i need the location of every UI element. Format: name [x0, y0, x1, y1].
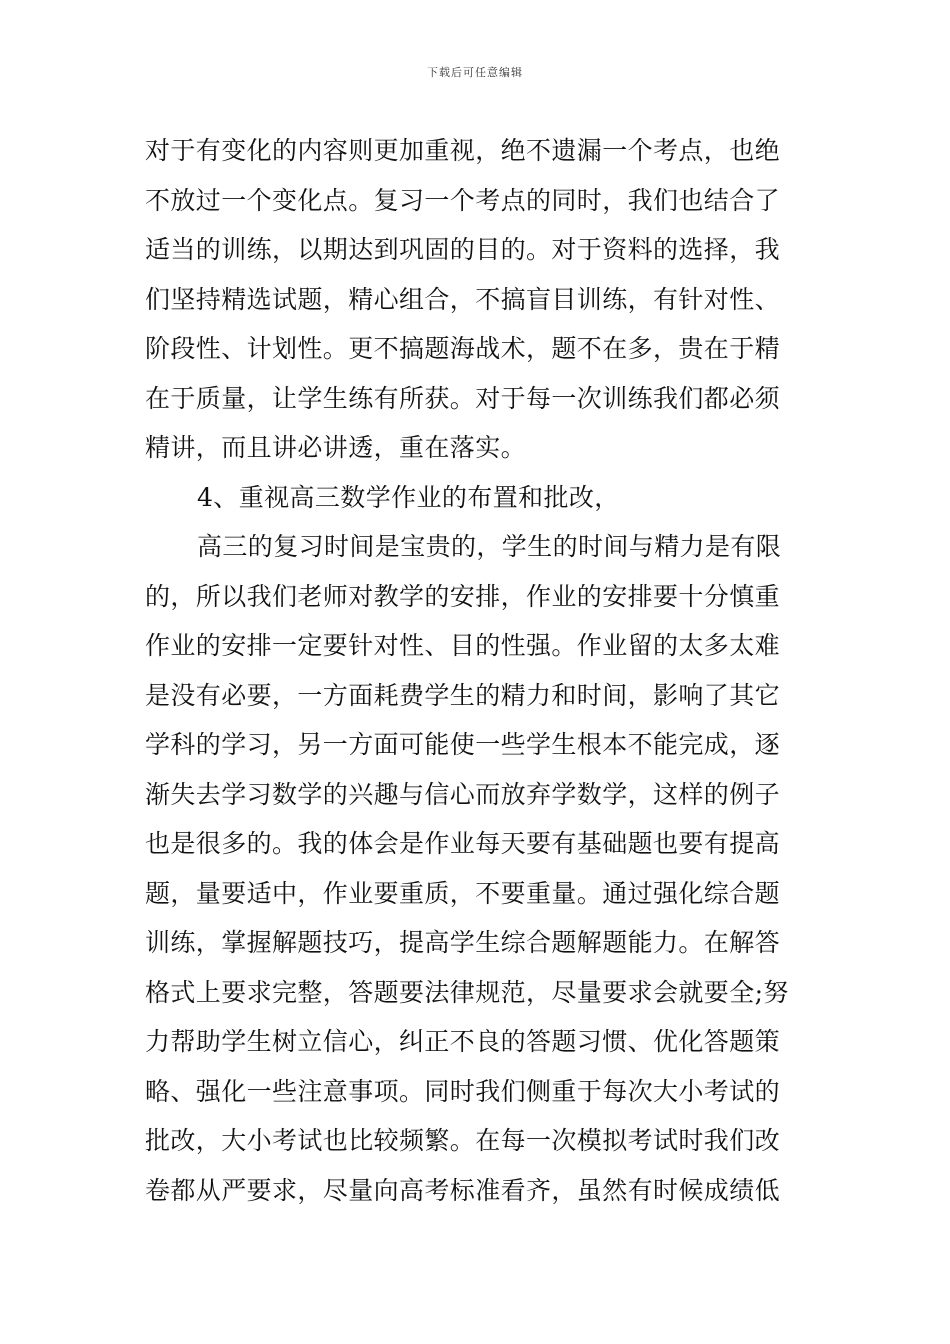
section-heading: 4、重视高三数学作业的布置和批改，: [197, 482, 620, 512]
text-line: 略、强化一些注意事项。同时我们侧重于每次大小考试的: [145, 1076, 781, 1106]
text-line: 渐失去学习数学的兴趣与信心而放弃学数学，这样的例子: [145, 779, 781, 809]
text-line: 是没有必要，一方面耗费学生的精力和时间，影响了其它: [145, 680, 781, 710]
body-text: [145, 126, 810, 1215]
text-line: 们坚持精选试题，精心组合，不搞盲目训练，有针对性、: [145, 284, 781, 314]
text-line: 对于有变化的内容则更加重视，绝不遗漏一个考点，也绝: [145, 136, 781, 165]
text-line: 的，所以我们老师对教学的安排，作业的安排要十分慎重: [145, 581, 781, 611]
text-line: 不放过一个变化点。复习一个考点的同时，我们也结合了: [145, 185, 781, 215]
text-line: 卷都从严要求，尽量向高考标准看齐，虽然有时候成绩低: [145, 1175, 781, 1205]
text-line: 在于质量，让学生练有所获。对于每一次训练我们都必须: [145, 383, 781, 413]
text-line: 训练，掌握解题技巧，提高学生综合题解题能力。在解答: [145, 928, 781, 957]
text-line: 精讲，而且讲必讲透，重在落实。: [145, 433, 527, 462]
text-line: 力帮助学生树立信心，纠正不良的答题习惯、优化答题策: [145, 1027, 781, 1056]
text-line: 也是很多的。我的体会是作业每天要有基础题也要有提高: [145, 829, 781, 858]
page-header: 下载后可任意编辑: [427, 66, 523, 79]
text-line: 题，量要适中，作业要重质，不要重量。通过强化综合题: [145, 878, 781, 908]
text-line: 作业的安排一定要针对性、目的性强。作业留的太多太难: [145, 631, 781, 660]
text-line: 格式上要求完整，答题要法律规范，尽量要求会就要全;努: [145, 977, 789, 1007]
text-line: 阶段性、计划性。更不搞题海战术，题不在多，贵在于精: [145, 334, 781, 363]
text-line: 适当的训练，以期达到巩固的目的。对于资料的选择，我: [145, 235, 781, 264]
text-line: 学科的学习，另一方面可能使一些学生根本不能完成，逐: [145, 730, 781, 759]
paragraph-first-line: 高三的复习时间是宝贵的，学生的时间与精力是有限: [197, 532, 782, 561]
text-line: 批改，大小考试也比较频繁。在每一次模拟考试时我们改: [145, 1126, 781, 1155]
